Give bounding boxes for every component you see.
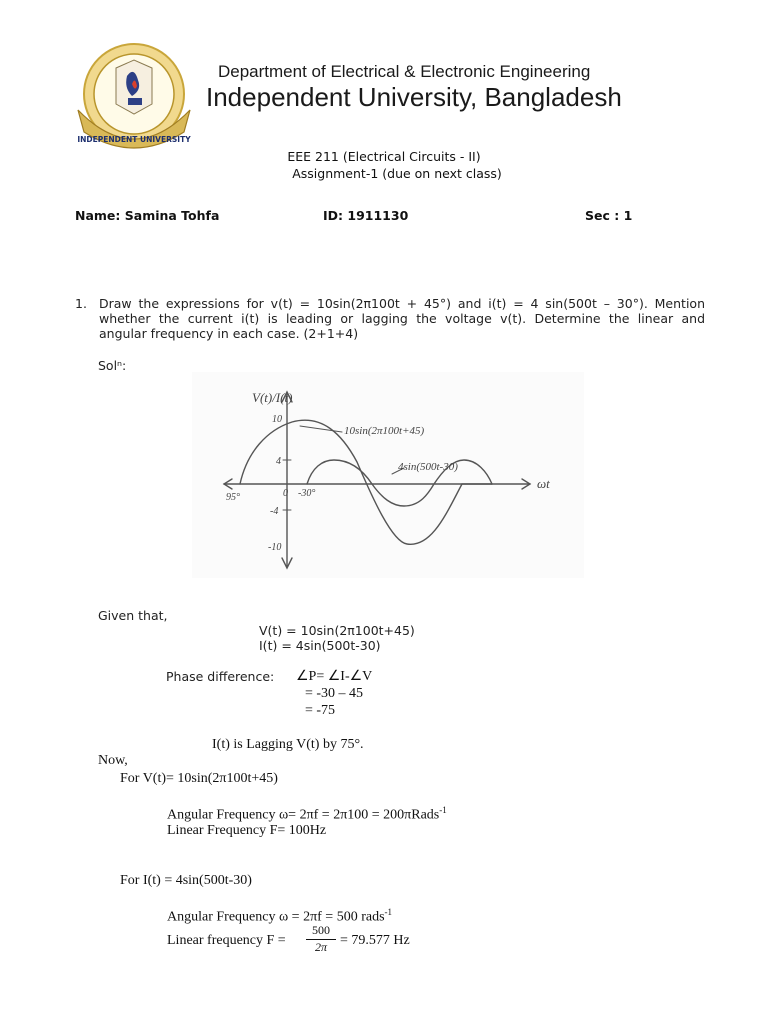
current-linear-frequency: Linear frequency F = <box>167 933 286 948</box>
current-expression: I(t) = 4sin(500t-30) <box>259 638 381 653</box>
tick-neg10: -10 <box>268 542 282 553</box>
university-heading: Independent University, Bangladesh <box>206 82 622 112</box>
question-line: angular frequency in each case. (2+1+4) <box>99 326 359 341</box>
phase-difference-label: Phase difference: <box>166 669 275 684</box>
voltage-expression: V(t) = 10sin(2π100t+45) <box>259 623 415 638</box>
student-id: ID: 1911130 <box>323 208 409 223</box>
section: Sec : 1 <box>585 208 633 223</box>
assignment-title: Assignment-1 (due on next class) <box>292 166 502 181</box>
course-title: EEE 211 (Electrical Circuits - II) <box>287 149 481 164</box>
question-line: Draw the expressions for v(t) = 10sin(2π100t + 45°) and i(t) = 4 sin(500t – 30°). Mention <box>99 296 705 311</box>
tick-neg30: -30° <box>298 488 316 499</box>
question-number: 1. <box>75 296 87 311</box>
fraction <box>306 923 336 955</box>
fraction-numerator: 500 <box>306 923 336 940</box>
tick-4: 4 <box>276 456 281 467</box>
voltage-angular-frequency: Angular Frequency ω= 2πf = 2π100 = 200πRads$^{-1}$ <box>167 805 447 823</box>
tick-10: 10 <box>272 414 282 425</box>
voltage-label: 10sin(2π100t+45) <box>344 425 425 437</box>
phase-result: = -75 <box>305 703 336 718</box>
tick-0: 0 <box>283 488 288 499</box>
tick-neg4: -4 <box>270 506 279 517</box>
department-heading: Department of Electrical & Electronic Engineering <box>218 62 591 81</box>
phase-equation: ∠P= ∠I-∠V <box>296 669 373 684</box>
for-current: For I(t) = 4sin(500t-30) <box>120 873 252 888</box>
tick-95: 95° <box>226 492 240 503</box>
x-axis-label: ωt <box>537 476 550 491</box>
phase-step: = -30 – 45 <box>305 686 364 701</box>
svg-text:INDEPENDENT UNIVERSITY: INDEPENDENT UNIVERSITY <box>77 135 191 144</box>
linear-frequency-result: = 79.577 Hz <box>340 933 410 948</box>
fraction-denominator: 2π <box>314 940 327 954</box>
lag-statement: I(t) is Lagging V(t) by 75°. <box>212 737 364 752</box>
question-line: whether the current i(t) is leading or lagging the voltage v(t). Determine the linear and <box>99 311 705 326</box>
voltage-linear-frequency: Linear Frequency F= 100Hz <box>167 823 327 838</box>
now-label: Now, <box>98 753 128 768</box>
y-axis-label: V(t)/I(t) <box>252 390 293 405</box>
for-voltage: For V(t)= 10sin(2π100t+45) <box>120 771 278 786</box>
current-label: 4sin(500t-30) <box>398 461 458 473</box>
given-label: Given that, <box>98 608 168 623</box>
university-logo <box>72 40 197 158</box>
solution-label: Solⁿ: <box>98 358 127 373</box>
current-angular-frequency: Angular Frequency ω = 2πf = 500 rads$^{-1}$ <box>167 907 393 925</box>
waveform-sketch <box>192 372 584 578</box>
student-name: Name: Samina Tohfa <box>75 208 220 223</box>
